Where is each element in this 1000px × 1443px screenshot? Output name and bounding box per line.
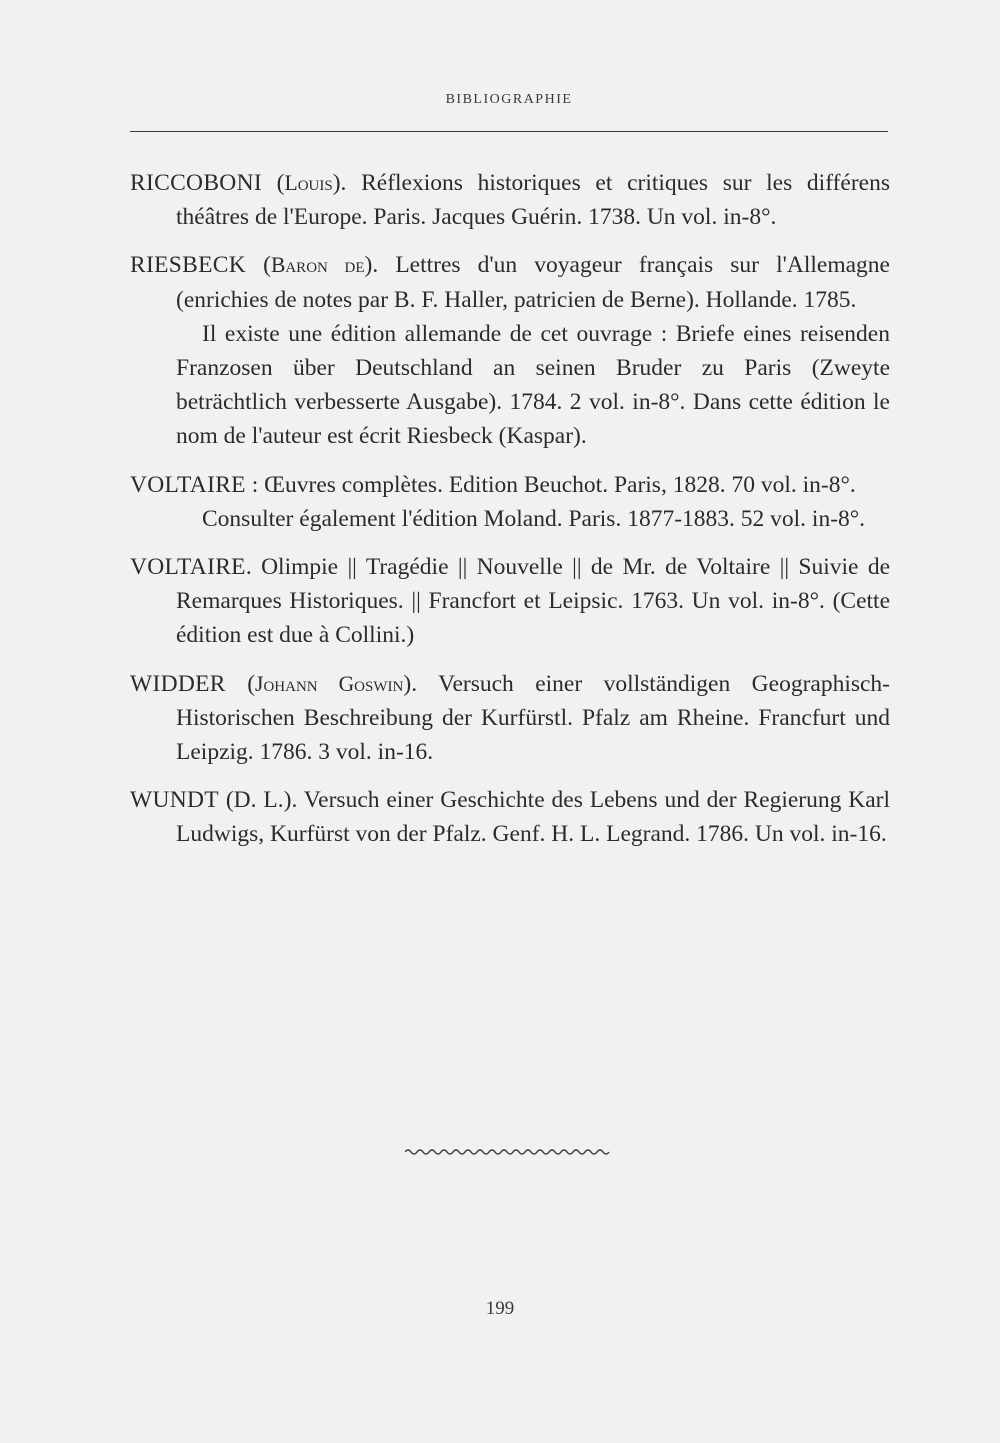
entry-author: RICCOBONI <box>130 170 262 196</box>
bibliography-entry <box>130 468 890 536</box>
entry-author-qualifier: Johann Goswin <box>255 671 404 696</box>
entry-author-qualifier: Louis <box>284 171 333 195</box>
entry-text: . Olimpie || Tragédie || Nouvelle || de Mr. de Voltaire || Suivie de Remarques Historiques. || Francfort et Leipsic. 1763. Un vol. in-8°. (Cette édition est due à Collini.) <box>176 554 890 649</box>
page-number: 199 <box>485 1298 515 1319</box>
bibliography-entry: RIESBECK (Baron de). Lettres d'un voyageur français sur l'Allemagne (enrichies de notes par B. F. Haller, patricien de Berne). Hollande. 1785. Il existe une édition allemande de cet ouvrage : Briefe eines reisenden Franzosen über Deutschland an seinen Bruder zu Paris (Zweyte beträchtlich verbesserte Ausgabe). 1784. 2 vol. in-8°. Dans cette édition le nom de l'auteur est écrit Riesbeck (Kaspar). <box>130 248 890 453</box>
running-title: BIBLIOGRAPHIE <box>445 92 573 107</box>
entry-author-qualifier: D. L. <box>233 787 284 814</box>
bibliography-entry: WIDDER (Johann Goswin). Versuch einer vollständigen Geographisch-Historischen Beschreibung der Kurfürstl. Pfalz am Rheine. Francfurt und Leipzig. 1786. 3 vol. in-16. <box>130 670 891 766</box>
entry-text: . Lettres d'un voyageur français sur l'Allemagne (enrichies de notes par B. F. Haller, patricien de Berne). Hollande. 1785. <box>176 252 890 313</box>
bibliography-entry: WUNDT (D. L.). Versuch einer Geschichte des Lebens und der Regierung Karl Ludwigs, Kurfürst von der Pfalz. Genf. H. L. Legrand. 1786. Un vol. in-16. <box>130 787 891 848</box>
entry-text: . Réflexions historiques et critiques sur les différens théâtres de l'Europe. Paris. Jacques Guérin. 1738. Un vol. in-8°. <box>176 170 890 231</box>
entry-author: VOLTAIRE <box>130 471 246 498</box>
entry-author-qualifier: Baron de <box>270 253 365 278</box>
header-rule <box>130 131 888 132</box>
entry-author: RIESBECK <box>130 252 246 279</box>
entry-text: . Versuch einer Geschichte des Lebens und der Regierung Karl Ludwigs, Kurfürst von der Pfalz. Genf. H. L. Legrand. 1786. Un vol. in-16. <box>176 787 891 848</box>
entry-text: . Versuch einer vollständigen Geographisch-Historischen Beschreibung der Kurfürstl. Pfalz am Rheine. Francfurt und Leipzig. 1786. 3 vol. in-16. <box>176 670 891 766</box>
bibliography-list <box>130 166 890 866</box>
entry-author: VOLTAIRE <box>130 554 246 581</box>
entry-note: Consulter également l'édition Moland. Paris. 1877-1883. 52 vol. in-8°. <box>202 505 866 532</box>
bibliography-entry: RICCOBONI (Louis). Réflexions historiques et critiques sur les différens théâtres de l'Europe. Paris. Jacques Guérin. 1738. Un vol. in-8°. <box>130 170 890 231</box>
entry-author: WIDDER <box>130 670 226 697</box>
entry-author: WUNDT <box>130 787 219 814</box>
ornamental-wavy-rule <box>405 1146 610 1158</box>
entry-text: : Œuvres complètes. Edition Beuchot. Paris, 1828. 70 vol. in-8°. <box>245 471 856 498</box>
bibliography-entry <box>130 550 890 653</box>
entry-note: Il existe une édition allemande de cet ouvrage : Briefe eines reisenden Franzosen über Deutschland an seinen Bruder zu Paris (Zweyte beträchtlich verbesserte Ausgabe). 1784. 2 vol. in-8°. Dans cette édition le nom de l'auteur est écrit Riesbeck (Kaspar). <box>176 320 890 450</box>
